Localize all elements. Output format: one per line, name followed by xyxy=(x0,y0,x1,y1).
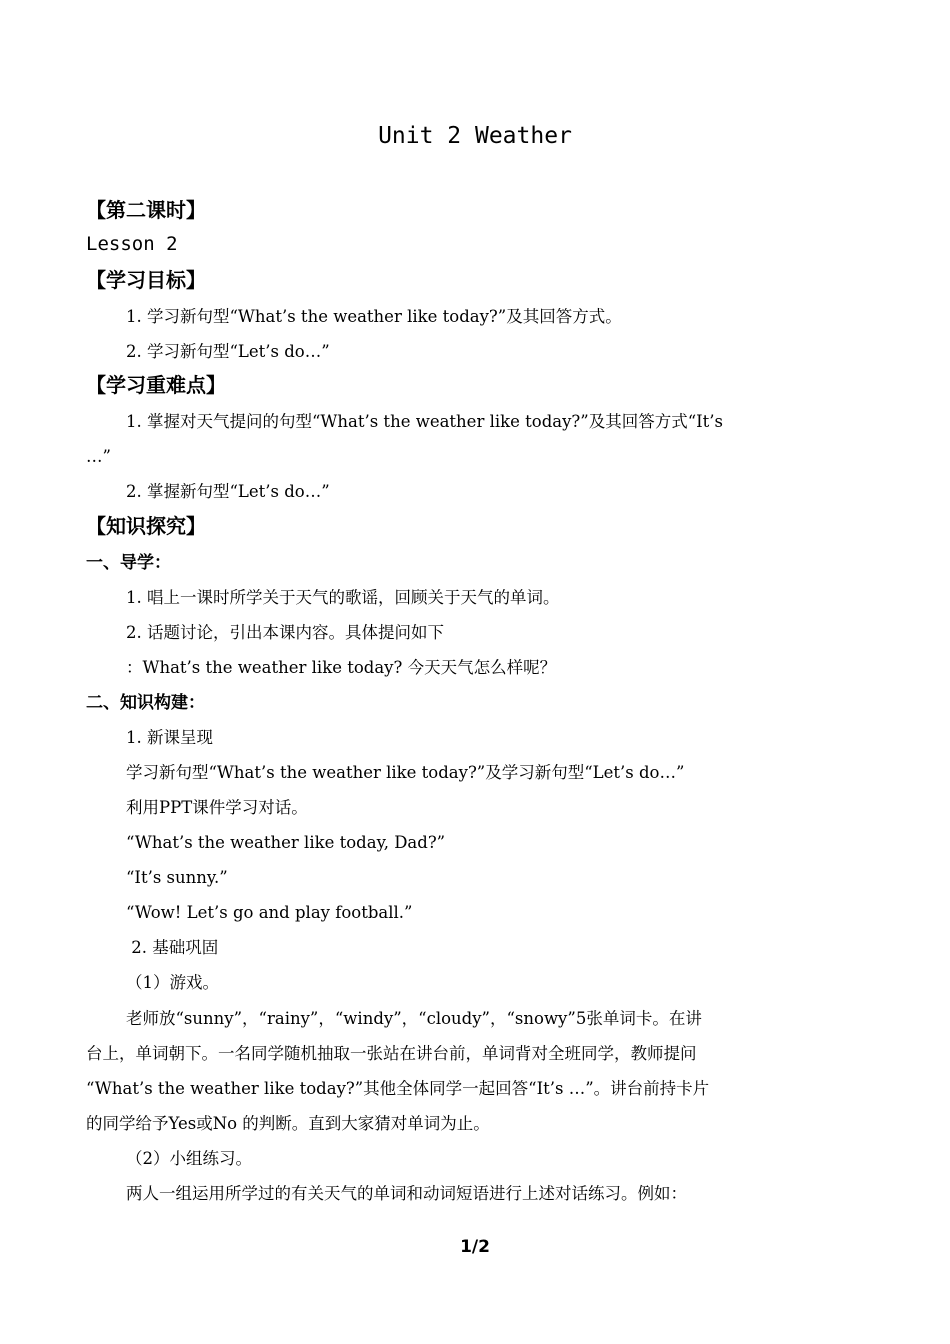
exploration-heading: 【知识探究】 xyxy=(86,514,206,538)
guide-item: ：What’s the weather like today? 今天天气怎么样呢？ xyxy=(126,658,557,677)
page-number: 1/2 xyxy=(460,1237,490,1257)
guide-item: 1. 唱上一课时所学关于天气的歌谣，回顾关于天气的单词。 xyxy=(126,588,560,607)
key-point-item-continuation: …” xyxy=(86,447,111,466)
document-title: Unit 2 Weather xyxy=(378,123,572,149)
section-period-heading: 【第二课时】 xyxy=(86,198,206,222)
key-point-item: 1. 掌握对天气提问的句型“What’s the weather like today?”及其回答方式“It’s xyxy=(126,412,724,431)
key-points-heading: 【学习重难点】 xyxy=(86,373,226,397)
objective-item: 2. 学习新句型“Let’s do…” xyxy=(126,342,330,361)
construct-item: （1）游戏。 xyxy=(126,973,219,992)
construct-item: 利用PPT课件学习对话。 xyxy=(126,798,308,817)
pair-practice-text: 两人一组运用所学过的有关天气的单词和动词短语进行上述对话练习。例如： xyxy=(126,1184,687,1203)
construct-heading: 二、知识构建： xyxy=(86,693,205,713)
dialogue-line: “Wow! Let’s go and play football.” xyxy=(126,903,413,922)
game-paragraph-line: 老师放“sunny”，“rainy”，“windy”，“cloudy”，“snowy”5张单词卡。在讲 xyxy=(126,1009,702,1028)
game-paragraph-line: 的同学给予Yes或No 的判断。直到大家猜对单词为止。 xyxy=(86,1114,490,1133)
group-practice-item: （2）小组练习。 xyxy=(126,1149,252,1168)
guide-heading: 一、导学： xyxy=(86,553,171,573)
lesson-label: Lesson 2 xyxy=(86,233,178,255)
dialogue-line: “What’s the weather like today, Dad?” xyxy=(126,833,446,852)
game-paragraph-line: “What’s the weather like today?”其他全体同学一起回答“It’s …”。讲台前持卡片 xyxy=(86,1079,710,1098)
key-point-item: 2. 掌握新句型“Let’s do…” xyxy=(126,482,330,501)
construct-item: 学习新句型“What’s the weather like today?”及学习新句型“Let’s do…” xyxy=(126,763,685,782)
objectives-heading: 【学习目标】 xyxy=(86,268,206,292)
game-paragraph-line: 台上，单词朝下。一名同学随机抽取一张站在讲台前，单词背对全班同学，教师提问 xyxy=(86,1044,697,1063)
guide-item: 2. 话题讨论，引出本课内容。具体提问如下 xyxy=(126,623,444,642)
objective-item: 1. 学习新句型“What’s the weather like today?”及其回答方式。 xyxy=(126,307,622,326)
construct-item: 1. 新课呈现 xyxy=(126,728,213,747)
construct-item: 2. 基础巩固 xyxy=(126,938,219,957)
dialogue-line: “It’s sunny.” xyxy=(126,868,228,887)
